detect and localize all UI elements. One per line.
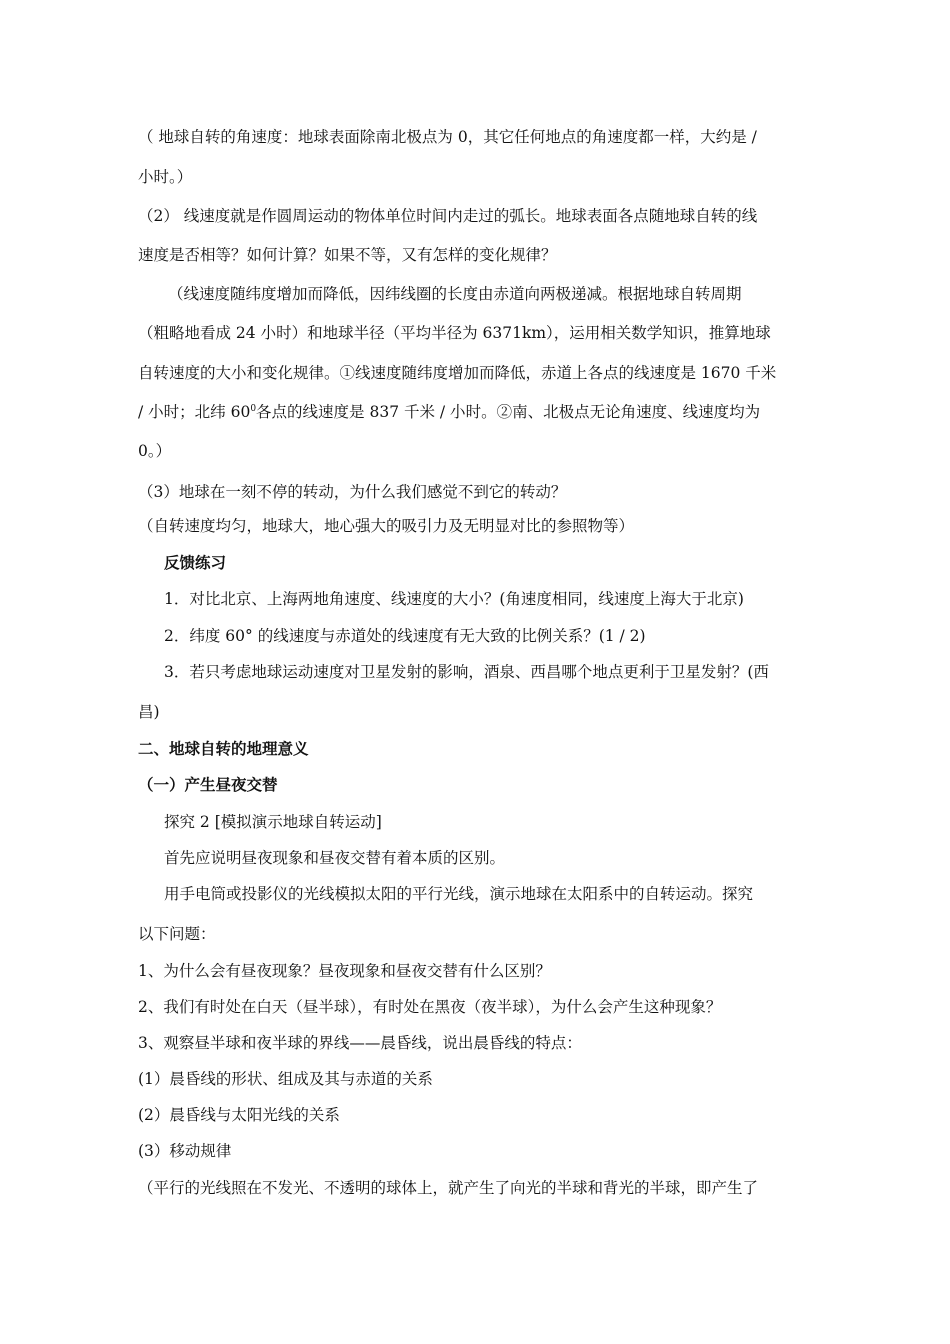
- text-line: （自转速度均匀，地球大，地心强大的吸引力及无明显对比的参照物等）: [138, 517, 635, 535]
- text-line: 速度是否相等？如何计算？如果不等，又有怎样的变化规律？: [138, 246, 557, 264]
- text-line: 探究 2 [模拟演示地球自转运动]: [164, 813, 382, 831]
- text-segment: 各点的线速度是 837 千米 / 小时。②南、北极点无论角速度、线速度均为: [256, 403, 761, 421]
- text-line: （3）地球在一刻不停的转动，为什么我们感觉不到它的转动？: [138, 483, 567, 501]
- text-line: 0。）: [138, 442, 172, 460]
- text-line: （ 地球自转的角速度：地球表面除南北极点为 0，其它任何地点的角速度都一样，大约是 /: [138, 128, 757, 146]
- text-line: 首先应说明昼夜现象和昼夜交替有着本质的区别。: [164, 849, 506, 867]
- text-line: （线速度随纬度增加而降低，因纬线圈的长度由赤道向两极递减。根据地球自转周期: [168, 285, 742, 303]
- text-line: 1．对比北京、上海两地角速度、线速度的大小？(角速度相同，线速度上海大于北京): [164, 590, 744, 608]
- text-line: （平行的光线照在不发光、不透明的球体上，就产生了向光的半球和背光的半球，即产生了: [138, 1179, 759, 1197]
- text-line: 1、为什么会有昼夜现象？昼夜现象和昼夜交替有什么区别？: [138, 962, 551, 980]
- text-line: (1）晨昏线的形状、组成及其与赤道的关系: [138, 1070, 433, 1088]
- section-heading: 二、地球自转的地理意义: [138, 740, 309, 758]
- text-line: （2） 线速度就是作圆周运动的物体单位时间内走过的弧长。地球表面各点随地球自转的线: [138, 207, 758, 225]
- text-line: (3）移动规律: [138, 1142, 232, 1160]
- text-line: 用手电筒或投影仪的光线模拟太阳的平行光线，演示地球在太阳系中的自转运动。探究: [164, 885, 754, 903]
- text-segment: / 小时；北纬 60: [138, 403, 251, 421]
- text-line: 3、观察昼半球和夜半球的界线——晨昏线，说出晨昏线的特点：: [138, 1034, 582, 1052]
- text-line: （粗略地看成 24 小时）和地球半径（平均半径为 6371km），运用相关数学知识，推算地球: [138, 324, 771, 342]
- text-line: 3．若只考虑地球运动速度对卫星发射的影响，酒泉、西昌哪个地点更利于卫星发射？(西: [164, 663, 769, 681]
- text-line: 自转速度的大小和变化规律。①线速度随纬度增加而降低，赤道上各点的线速度是 1670 千米: [138, 364, 777, 382]
- text-line: 小时。）: [138, 168, 193, 186]
- text-line: (2）晨昏线与太阳光线的关系: [138, 1106, 340, 1124]
- degree-superscript: 0: [250, 403, 257, 414]
- text-line: [138, 402, 760, 422]
- text-line: 2．纬度 60° 的线速度与赤道处的线速度有无大致的比例关系？(1 / 2): [164, 627, 646, 645]
- text-line: 2、我们有时处在白天（昼半球），有时处在黑夜（夜半球），为什么会产生这种现象？: [138, 998, 722, 1016]
- text-line: 昌): [138, 703, 160, 721]
- section-heading: （一）产生昼夜交替: [138, 776, 278, 794]
- text-line: 以下问题：: [138, 925, 216, 943]
- section-heading: 反馈练习: [164, 554, 227, 572]
